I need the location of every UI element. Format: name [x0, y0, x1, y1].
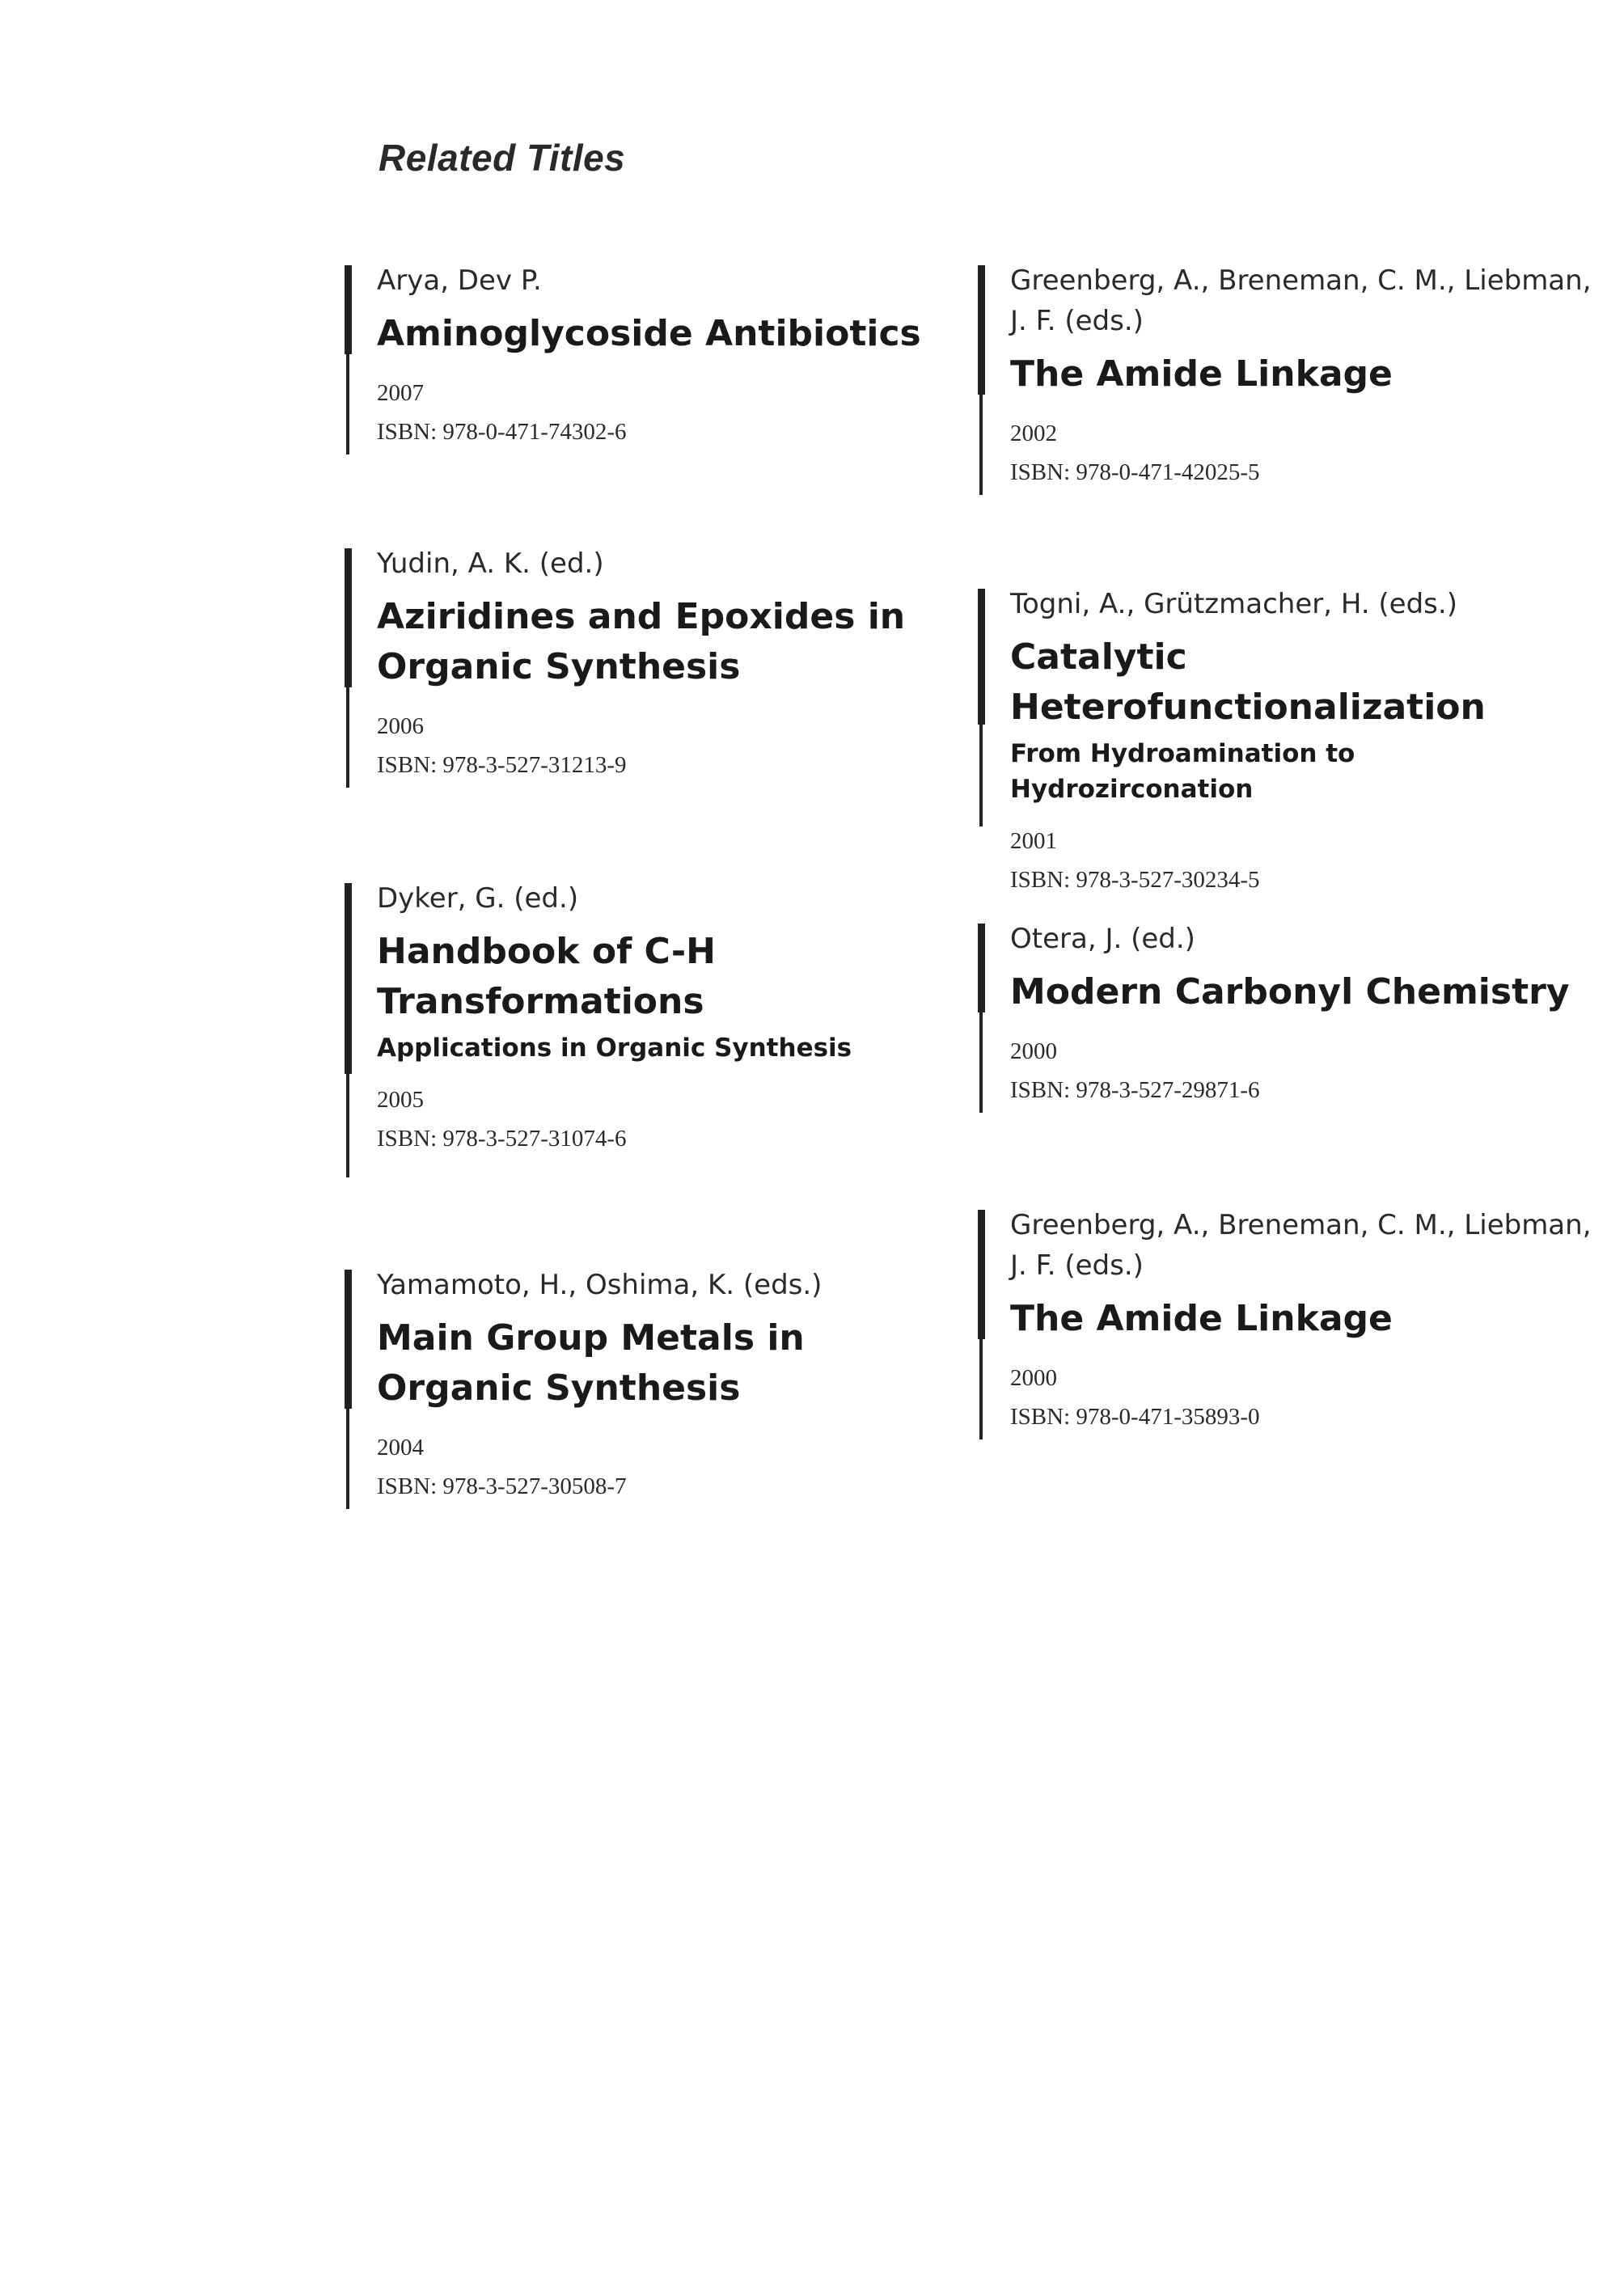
- entry-bar-thin: [979, 1012, 983, 1113]
- book-author: Dyker, G. (ed.): [377, 882, 579, 915]
- book-author: Togni, A., Grützmacher, H. (eds.): [1010, 588, 1457, 620]
- book-isbn: ISBN: 978-3-527-30508-7: [377, 1473, 627, 1499]
- page-title: Related Titles: [379, 137, 626, 179]
- entry-bar-thin: [346, 687, 349, 788]
- book-year: 2000: [1010, 1365, 1057, 1391]
- book-year: 2000: [1010, 1038, 1057, 1064]
- book-isbn: ISBN: 978-0-471-42025-5: [1010, 459, 1260, 485]
- entry-bar-thick: [345, 265, 352, 354]
- book-year: 2007: [377, 380, 424, 406]
- book-title: Aziridines and Epoxides in Organic Synthesis: [377, 596, 906, 687]
- book-entry: [377, 260, 959, 451]
- book-author: Arya, Dev P.: [377, 264, 542, 297]
- book-subtitle: Applications in Organic Synthesis: [377, 1033, 852, 1063]
- book-entry: [377, 543, 959, 784]
- book-author: Yamamoto, H., Oshima, K. (eds.): [377, 1269, 823, 1301]
- book-entry: [1010, 919, 1592, 1110]
- entry-bar-thin: [346, 354, 349, 454]
- book-year: 2005: [377, 1087, 424, 1113]
- entry-bar-thin: [979, 725, 983, 826]
- entry-bar-thin: [346, 1074, 349, 1177]
- book-title: Handbook of C-H Transformations: [377, 931, 716, 1022]
- book-title: Aminoglycoside Antibiotics: [377, 313, 921, 354]
- book-year: 2001: [1010, 828, 1057, 854]
- book-entry: [1010, 260, 1592, 492]
- entry-bar-thick: [978, 924, 985, 1012]
- entry-bar-thick: [345, 883, 352, 1074]
- entry-bar-thick: [978, 1210, 985, 1339]
- entry-bar-thick: [978, 589, 985, 725]
- book-isbn: ISBN: 978-3-527-31074-6: [377, 1126, 627, 1152]
- entry-bar-thick: [978, 265, 985, 395]
- book-title: Main Group Metals in Organic Synthesis: [377, 1317, 805, 1409]
- book-title: Catalytic Heterofunctionalization: [1010, 636, 1486, 728]
- book-year: 2006: [377, 713, 424, 739]
- book-title: The Amide Linkage: [1010, 353, 1393, 395]
- book-year: 2004: [377, 1435, 424, 1460]
- book-entry: [1010, 1205, 1592, 1436]
- book-isbn: ISBN: 978-0-471-74302-6: [377, 419, 627, 445]
- entry-bar-thick: [345, 1270, 352, 1409]
- entry-bar-thick: [345, 548, 352, 687]
- book-author: Greenberg, A., Breneman, C. M., Liebman, J. F. (eds.): [1010, 264, 1592, 337]
- book-isbn: ISBN: 978-0-471-35893-0: [1010, 1404, 1260, 1430]
- book-author: Greenberg, A., Breneman, C. M., Liebman, J. F. (eds.): [1010, 1209, 1592, 1282]
- book-author: Otera, J. (ed.): [1010, 923, 1195, 955]
- book-entry: [1010, 584, 1592, 899]
- book-entry: [377, 878, 959, 1158]
- book-isbn: ISBN: 978-3-527-30234-5: [1010, 867, 1260, 893]
- entry-bar-thin: [346, 1409, 349, 1509]
- book-title: Modern Carbonyl Chemistry: [1010, 971, 1570, 1012]
- book-subtitle: From Hydroamination to Hydrozirconation: [1010, 739, 1355, 804]
- book-entry: [377, 1265, 959, 1506]
- book-author: Yudin, A. K. (ed.): [377, 547, 604, 580]
- book-isbn: ISBN: 978-3-527-29871-6: [1010, 1077, 1260, 1103]
- book-isbn: ISBN: 978-3-527-31213-9: [377, 752, 627, 778]
- entry-bar-thin: [979, 395, 983, 495]
- book-title: The Amide Linkage: [1010, 1298, 1393, 1339]
- book-year: 2002: [1010, 421, 1057, 446]
- entry-bar-thin: [979, 1339, 983, 1439]
